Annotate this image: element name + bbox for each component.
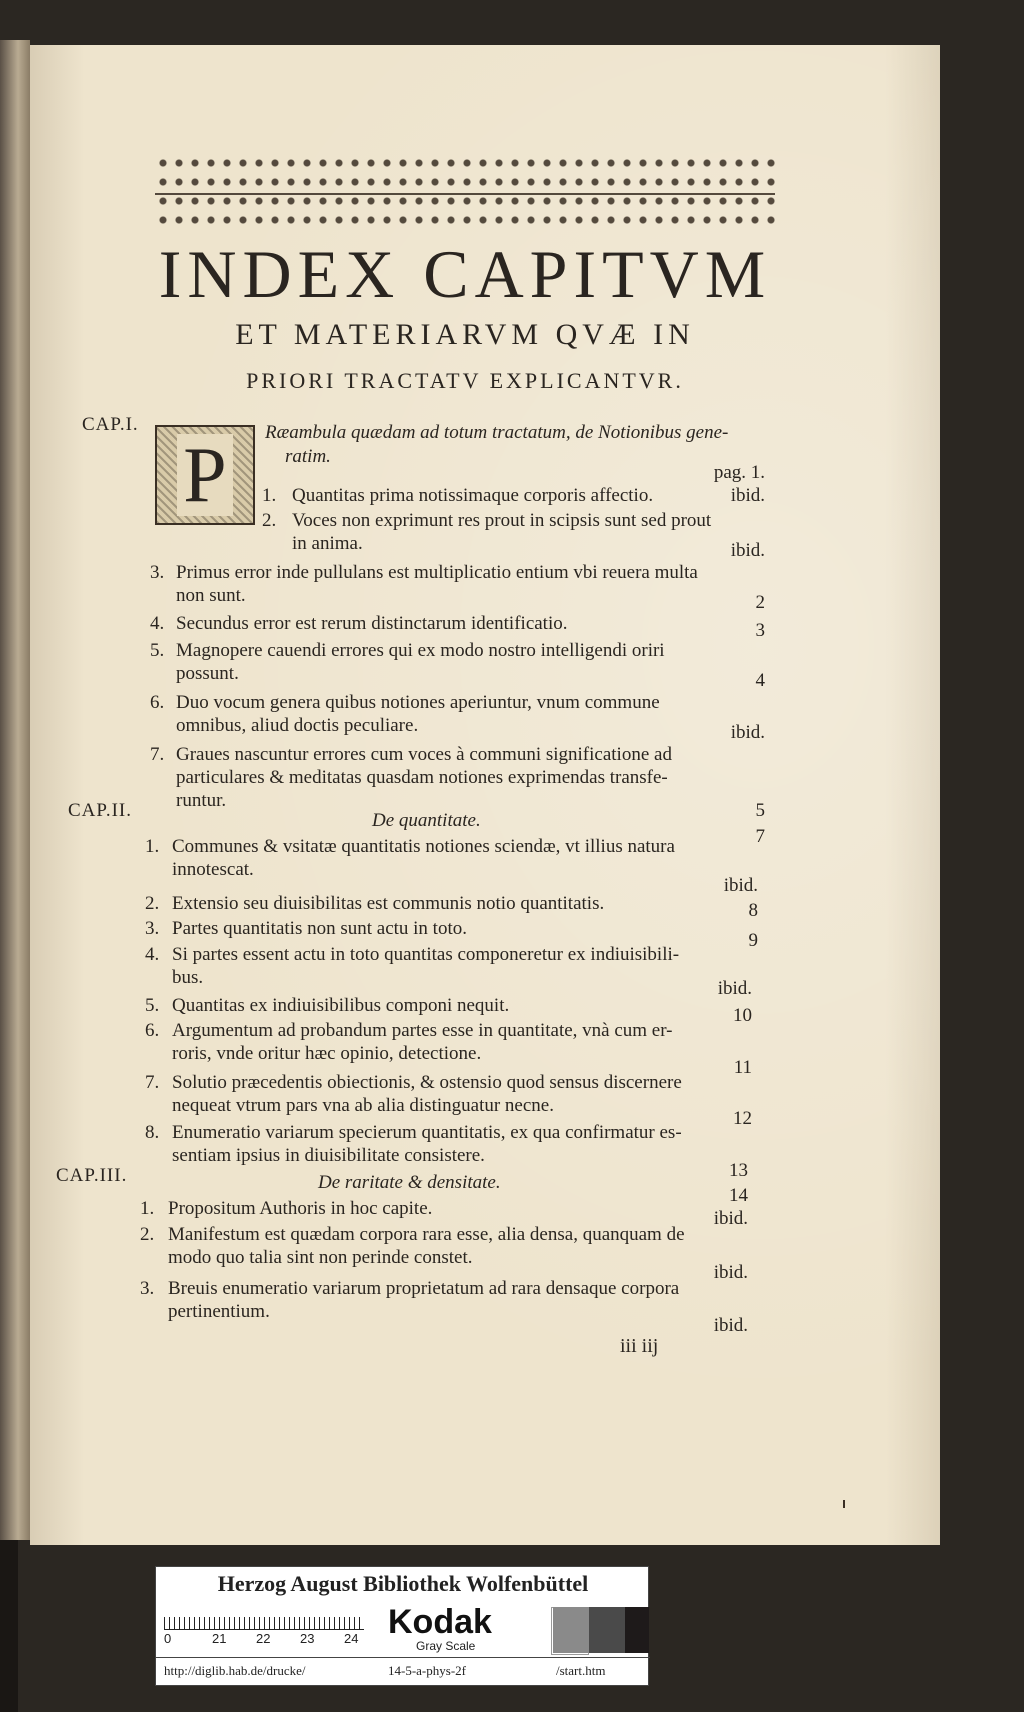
entry-c1-4-num: 4. [150,613,165,634]
entry-c2-8-text-1: Enumeratio variarum specierum quantitatis, ex qua confirmatur es- [172,1122,682,1143]
entry-c2-5-text: Quantitas ex indiuisibilibus componi nequit. [172,995,510,1016]
gray-scale-label: Gray Scale [416,1639,476,1653]
entry-c1-3-text-2: non sunt. [176,585,246,606]
chapter-2-title: De quantitate. [372,810,481,831]
entry-c1-4-ref: 3 [755,620,765,641]
entry-c2-1-text-1: Communes & vsitatæ quantitatis notiones sciendæ, vt illius natura [172,836,675,857]
drop-cap-initial [155,425,255,525]
entry-c2-6-text-2: roris, vnde oritur hæc opinio, detectione. [172,1043,482,1064]
entry-c2-1-ref: ibid. [723,875,758,896]
entry-c2-2-num: 2. [145,893,160,914]
gray-patch-mid [553,1607,589,1653]
ruler-label: 24 [344,1631,359,1646]
entry-c1-3-text-1: Primus error inde pullulans est multiplicatio entium vbi reuera multa [176,562,698,583]
entry-c3-3-num: 3. [140,1278,155,1299]
entry-c2-2-text: Extensio seu diuisibilitas est communis notio quantitatis. [172,893,605,914]
entry-c2-4-ref: ibid. [717,978,752,999]
chapter-1-label: CAP.I. [82,414,139,435]
entry-c1-7-text-1: Graues nascuntur errores cum voces à communi significatione ad [176,744,672,765]
entry-c3-3-text-1: Breuis enumeratio variarum proprietatum ad rara densaque corpora [168,1278,680,1299]
page-mark [843,1500,845,1508]
entry-c3-2-text-1: Manifestum est quædam corpora rara esse, alia densa, quanquam de [168,1224,685,1245]
index-subtitle-2: PRIORI TRACTATV EXPLICANTVR. [246,368,684,393]
entry-c2-8-num: 8. [145,1122,160,1143]
entry-c3-2-text-2: modo quo talia sint non perinde constet. [168,1247,473,1268]
kodak-logo: Kodak [388,1603,492,1641]
entry-c1-7-num: 7. [150,744,165,765]
entry-c1-4-text: Secundus error est rerum distinctarum identificatio. [176,613,568,634]
entry-c1-6-num: 6. [150,692,165,713]
entry-c1-7-text-2: particulares & meditatas quasdam notiones exprimendas transfe- [176,767,668,788]
entry-c2-4-text-2: bus. [172,967,204,988]
entry-c1-2-text-1: Voces non exprimunt res prout in scipsis sunt sed prout [292,510,712,531]
ruler-label: 22 [256,1631,271,1646]
entry-c1-3-ref: 2 [755,592,765,613]
url-part-3: /start.htm [556,1663,606,1678]
ruler-label: 0 [164,1631,172,1646]
entry-c1-7-text-3: runtur. [176,790,227,811]
ruler-scale [164,1609,364,1630]
entry-c1-7-ref: 5 [755,800,765,821]
entry-c2-8-ref: 13 [729,1160,748,1181]
chapter-3-ref: 14 [729,1185,748,1206]
entry-c1-6-ref: ibid. [730,722,765,743]
entry-c1-5-num: 5. [150,640,165,661]
entry-c1-2-num: 2. [262,510,277,531]
url-part-1: http://diglib.hab.de/drucke/ [164,1663,306,1678]
entry-c3-3-text-2: pertinentium. [168,1301,270,1322]
chapter-2-label: CAP.II. [68,800,133,821]
entry-c1-5-text-1: Magnopere cauendi errores qui ex modo nostro intelligendi oriri [176,640,665,661]
entry-c2-1-text-2: innotescat. [172,859,254,880]
drop-cap-letter: P [177,434,232,516]
intro-line-2: ratim. [285,446,331,467]
entry-c1-2-text-2: in anima. [292,533,363,554]
entry-c2-4-num: 4. [145,944,160,965]
entry-c2-3-text: Partes quantitatis non sunt actu in toto. [172,918,467,939]
entry-c2-1-num: 1. [145,836,160,857]
entry-c2-8-text-2: sentiam ipsius in diuisibilitate consistere. [172,1145,485,1166]
entry-c3-1-text: Propositum Authoris in hoc capite. [168,1198,433,1219]
entry-c1-3-num: 3. [150,562,165,583]
strip-divider [156,1657,650,1658]
chapter-3-title: De raritate & densitate. [318,1172,501,1193]
gray-patch-black [625,1607,649,1653]
left-shadow [0,1540,18,1712]
index-title: INDEX CAPITVM [158,236,772,312]
entry-c2-3-num: 3. [145,918,160,939]
entry-c1-6-text-1: Duo vocum genera quibus notiones aperiuntur, vnum commune [176,692,660,713]
entry-c3-1-num: 1. [140,1198,155,1219]
chapter-2-ref: 7 [755,826,765,847]
ruler-label: 21 [212,1631,227,1646]
entry-c2-6-num: 6. [145,1020,160,1041]
entry-c2-5-ref: 10 [733,1005,752,1026]
decorative-header-ornament [155,155,775,231]
gray-patch-dark [589,1607,625,1653]
intro-line-1: Ræambula quædam ad totum tractatum, de Notionibus gene- [265,422,729,443]
entry-c2-4-text-1: Si partes essent actu in toto quantitas componeretur ex indiuisibili- [172,944,680,965]
entry-c1-5-ref: 4 [755,670,765,691]
entry-c3-2-num: 2. [140,1224,155,1245]
entry-c1-5-text-2: possunt. [176,663,239,684]
chapter-3-label: CAP.III. [56,1165,128,1186]
entry-c1-1-num: 1. [262,485,277,506]
intro-ref: pag. 1. [713,462,765,483]
left-page-edge [0,40,30,1540]
entry-c1-2-ref: ibid. [730,540,765,561]
entry-c2-3-ref: 9 [748,930,758,951]
ruler-label: 23 [300,1631,315,1646]
index-subtitle: ET MATERIARVM QVÆ IN [235,318,695,351]
entry-c2-7-text-2: nequeat vtrum pars vna ab alia distinguatur necne. [172,1095,554,1116]
url-part-2: 14-5-a-phys-2f [388,1663,466,1678]
entry-c2-5-num: 5. [145,995,160,1016]
signature-mark: iii iij [620,1335,659,1357]
entry-c2-7-num: 7. [145,1072,160,1093]
entry-c2-7-ref: 12 [733,1108,752,1129]
entry-c2-6-text-1: Argumentum ad probandum partes esse in quantitate, vnà cum er- [172,1020,673,1041]
entry-c2-6-ref: 11 [733,1057,752,1078]
library-name: Herzog August Bibliothek Wolfenbüttel [217,1571,589,1596]
entry-c1-1-ref: ibid. [730,485,765,506]
entry-c3-1-ref: ibid. [713,1208,748,1229]
entry-c3-2-ref: ibid. [713,1262,748,1283]
entry-c1-1-text: Quantitas prima notissimaque corporis affectio. [292,485,654,506]
entry-c2-7-text-1: Solutio præcedentis obiectionis, & ostensio quod sensus discernere [172,1072,682,1093]
color-calibration-strip [155,1566,649,1686]
entry-c3-3-ref: ibid. [713,1315,748,1336]
entry-c2-2-ref: 8 [748,900,758,921]
entry-c1-6-text-2: omnibus, aliud doctis peculiare. [176,715,419,736]
